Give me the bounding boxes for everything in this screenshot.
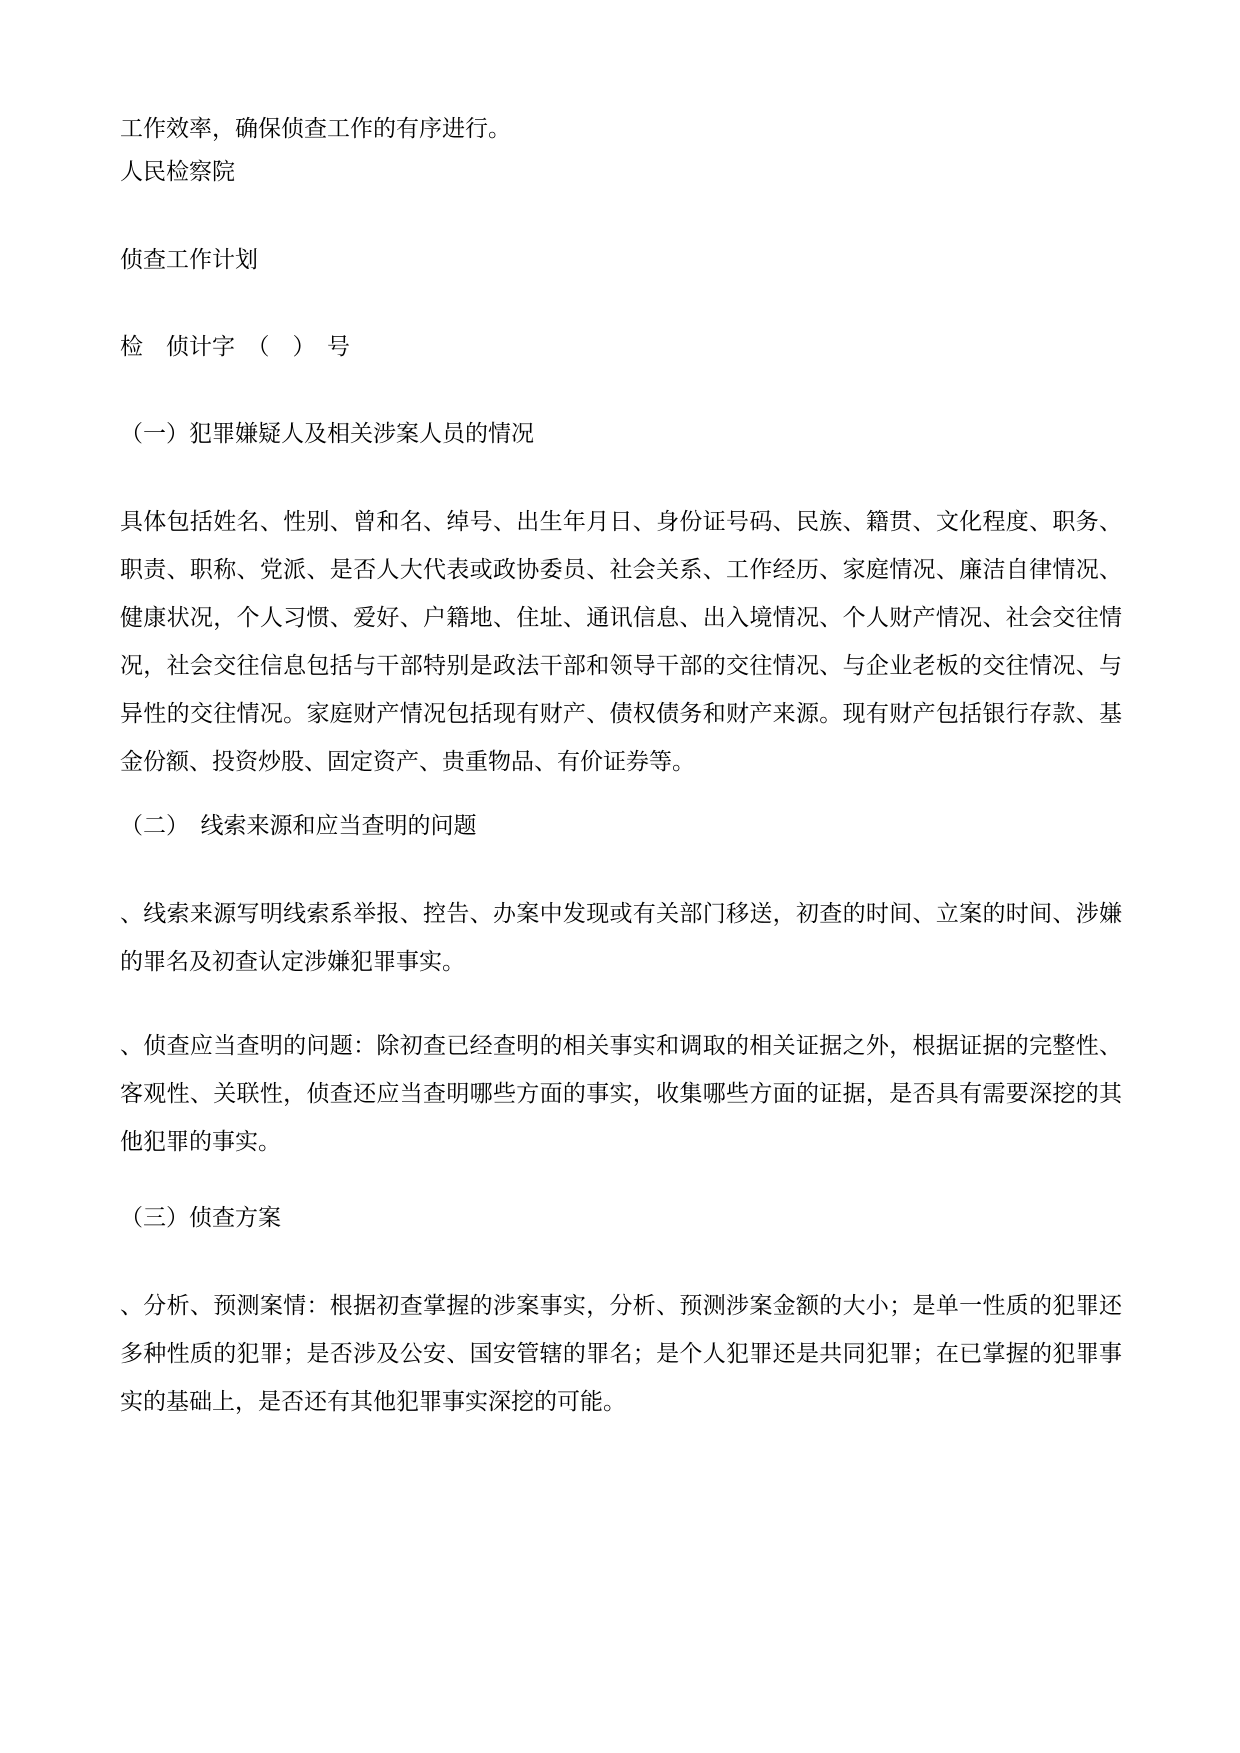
section-3-item-1: 、分析、预测案情：根据初查掌握的涉案事实，分析、预测涉案金额的大小；是单一性质的犯罪还多种性质的犯罪；是否涉及公安、国安管辖的罪名；是个人犯罪还是共同犯罪；在已掌握的犯罪事实的基础上，是否还有其他犯罪事实深挖的可能。 <box>120 1293 1122 1415</box>
section-2-heading: （二） 线索来源和应当查明的问题 <box>120 813 477 839</box>
document-number: 检 侦计字 （ ） 号 <box>120 334 350 360</box>
continuation-line: 工作效率，确保侦查工作的有序进行。 <box>120 116 511 142</box>
section-1-body: 具体包括姓名、性别、曾和名、绰号、出生年月日、身份证号码、民族、籍贯、文化程度、职务、职责、职称、党派、是否人大代表或政协委员、社会关系、工作经历、家庭情况、廉洁自律情况、健康状况，个人习惯、爱好、户籍地、住址、通讯信息、出入境情况、个人财产情况、社会交往情况，社会交往信息包括与干部特别是政法干部和领导干部的交往情况、与企业老板的交往情况、与异性的交往情况。家庭财产情况包括现有财产、债权债务和财产来源。现有财产包括银行存款、基金份额、投资炒股、固定资产、贵重物品、有价证券等。 <box>120 509 1122 775</box>
section-2-item-2: 、侦查应当查明的问题：除初查已经查明的相关事实和调取的相关证据之外，根据证据的完整性、客观性、关联性，侦查还应当查明哪些方面的事实，收集哪些方面的证据，是否具有需要深挖的其他犯罪的事实。 <box>120 1033 1122 1155</box>
plan-title: 侦查工作计划 <box>120 247 258 273</box>
section-2-item-1: 、线索来源写明线索系举报、控告、办案中发现或有关部门移送，初查的时间、立案的时间、涉嫌的罪名及初查认定涉嫌犯罪事实。 <box>120 901 1122 975</box>
organization-name: 人民检察院 <box>120 159 235 185</box>
section-1-heading: （一）犯罪嫌疑人及相关涉案人员的情况 <box>120 421 534 447</box>
section-3-heading: （三）侦查方案 <box>120 1205 281 1231</box>
